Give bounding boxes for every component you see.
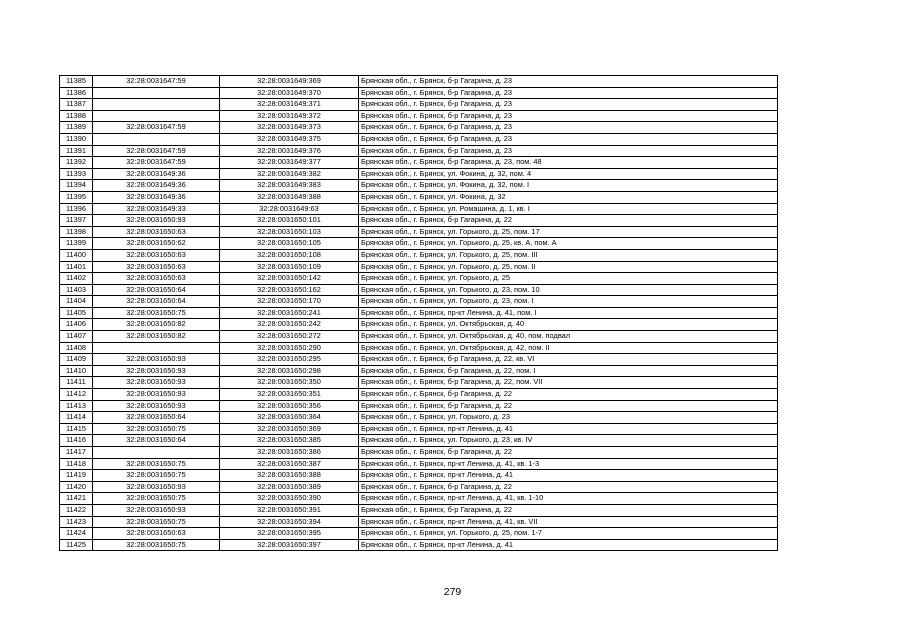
address-cell: Брянская обл., г. Брянск, б-р Гагарина, д. 22 [359,215,778,227]
cadastral-number-cell: 32:28:0031650:109 [220,261,359,273]
source-parcel-cell: 32:28:0031650:64 [93,284,220,296]
row-number-cell: 11385 [60,76,93,88]
table-row [60,331,778,343]
cadastral-number-cell: 32:28:0031650:390 [220,493,359,505]
cadastral-number-cell: 32:28:0031650:108 [220,249,359,261]
table-row [60,284,778,296]
address-cell: Брянская обл., г. Брянск, б-р Гагарина, д. 23 [359,87,778,99]
row-number-cell: 11399 [60,238,93,250]
address-cell: Брянская обл., г. Брянск, пр-кт Ленина, д. 41, кв. 1-3 [359,458,778,470]
cadastral-table [59,75,778,551]
table-row [60,215,778,227]
address-cell: Брянская обл., г. Брянск, пр-кт Ленина, д. 41 [359,470,778,482]
address-cell: Брянская обл., г. Брянск, ул. Октябрьская, д. 40 [359,319,778,331]
table-row [60,191,778,203]
source-parcel-cell: 32:28:0031650:75 [93,307,220,319]
source-parcel-cell: 32:28:0031650:75 [93,470,220,482]
row-number-cell: 11419 [60,470,93,482]
source-parcel-cell: 32:28:0031650:63 [93,249,220,261]
row-number-cell: 11400 [60,249,93,261]
row-number-cell: 11422 [60,504,93,516]
table-row [60,516,778,528]
table-row [60,273,778,285]
source-parcel-cell: 32:28:0031650:93 [93,400,220,412]
row-number-cell: 11394 [60,180,93,192]
row-number-cell: 11403 [60,284,93,296]
source-parcel-cell [93,447,220,459]
address-cell: Брянская обл., г. Брянск, пр-кт Ленина, д. 41 [359,539,778,551]
cadastral-number-cell: 32:28:0031650:389 [220,481,359,493]
table-row [60,249,778,261]
source-parcel-cell: 32:28:0031650:93 [93,389,220,401]
cadastral-number-cell: 32:28:0031650:391 [220,504,359,516]
address-cell: Брянская обл., г. Брянск, б-р Гагарина, д. 22 [359,504,778,516]
table-row [60,87,778,99]
cadastral-number-cell: 32:28:0031650:386 [220,447,359,459]
source-parcel-cell: 32:28:0031650:93 [93,215,220,227]
table-row [60,435,778,447]
source-parcel-cell: 32:28:0031650:64 [93,296,220,308]
source-parcel-cell: 32:28:0031650:75 [93,458,220,470]
table-row [60,365,778,377]
row-number-cell: 11395 [60,191,93,203]
address-cell: Брянская обл., г. Брянск, пр-кт Ленина, д. 41, кв. 1-10 [359,493,778,505]
source-parcel-cell [93,133,220,145]
address-cell: Брянская обл., г. Брянск, ул. Горького, д. 25, кв. А, пом. А [359,238,778,250]
table-row [60,389,778,401]
source-parcel-cell: 32:28:0031647:59 [93,122,220,134]
table-row [60,145,778,157]
table-row [60,226,778,238]
source-parcel-cell: 32:28:0031650:75 [93,539,220,551]
row-number-cell: 11406 [60,319,93,331]
cadastral-number-cell: 32:28:0031650:350 [220,377,359,389]
cadastral-number-cell: 32:28:0031650:290 [220,342,359,354]
table-row [60,296,778,308]
source-parcel-cell: 32:28:0031649:36 [93,180,220,192]
row-number-cell: 11390 [60,133,93,145]
row-number-cell: 11388 [60,110,93,122]
address-cell: Брянская обл., г. Брянск, ул. Фокина, д. 32, пом. 4 [359,168,778,180]
table-row [60,412,778,424]
cadastral-number-cell: 32:28:0031649:375 [220,133,359,145]
table-row [60,319,778,331]
source-parcel-cell [93,99,220,111]
source-parcel-cell: 32:28:0031650:75 [93,493,220,505]
table-row [60,504,778,516]
row-number-cell: 11408 [60,342,93,354]
cadastral-number-cell: 32:28:0031650:101 [220,215,359,227]
address-cell: Брянская обл., г. Брянск, ул. Горького, д. 23, пом. 10 [359,284,778,296]
row-number-cell: 11416 [60,435,93,447]
source-parcel-cell: 32:28:0031650:64 [93,412,220,424]
source-parcel-cell: 32:28:0031650:63 [93,528,220,540]
table-row [60,168,778,180]
row-number-cell: 11412 [60,389,93,401]
address-cell: Брянская обл., г. Брянск, б-р Гагарина, д. 22 [359,389,778,401]
table-row [60,99,778,111]
table-row [60,377,778,389]
address-cell: Брянская обл., г. Брянск, б-р Гагарина, д. 23 [359,99,778,111]
address-cell: Брянская обл., г. Брянск, ул. Горького, д. 23, кв. IV [359,435,778,447]
source-parcel-cell: 32:28:0031650:93 [93,377,220,389]
table-row [60,493,778,505]
cadastral-number-cell: 32:28:0031650:387 [220,458,359,470]
cadastral-number-cell: 32:28:0031650:356 [220,400,359,412]
source-parcel-cell: 32:28:0031650:75 [93,423,220,435]
address-cell: Брянская обл., г. Брянск, ул. Октябрьская, д. 42, пом. II [359,342,778,354]
cadastral-number-cell: 32:28:0031650:397 [220,539,359,551]
cadastral-number-cell: 32:28:0031650:241 [220,307,359,319]
cadastral-number-cell: 32:28:0031650:394 [220,516,359,528]
cadastral-number-cell: 32:28:0031650:298 [220,365,359,377]
address-cell: Брянская обл., г. Брянск, б-р Гагарина, д. 22 [359,447,778,459]
row-number-cell: 11423 [60,516,93,528]
row-number-cell: 11401 [60,261,93,273]
cadastral-number-cell: 32:28:0031650:395 [220,528,359,540]
source-parcel-cell: 32:28:0031649:33 [93,203,220,215]
address-cell: Брянская обл., г. Брянск, ул. Горького, д. 25, пом. III [359,249,778,261]
row-number-cell: 11414 [60,412,93,424]
address-cell: Брянская обл., г. Брянск, пр-кт Ленина, д. 41, пом. I [359,307,778,319]
row-number-cell: 11387 [60,99,93,111]
source-parcel-cell: 32:28:0031650:63 [93,273,220,285]
source-parcel-cell: 32:28:0031650:93 [93,481,220,493]
source-parcel-cell: 32:28:0031650:63 [93,261,220,273]
address-cell: Брянская обл., г. Брянск, б-р Гагарина, д. 23 [359,122,778,134]
row-number-cell: 11393 [60,168,93,180]
cadastral-number-cell: 32:28:0031650:364 [220,412,359,424]
cadastral-number-cell: 32:28:0031650:369 [220,423,359,435]
address-cell: Брянская обл., г. Брянск, ул. Горького, д. 23, пом. I [359,296,778,308]
table-row [60,157,778,169]
row-number-cell: 11421 [60,493,93,505]
table-row [60,447,778,459]
row-number-cell: 11424 [60,528,93,540]
address-cell: Брянская обл., г. Брянск, ул. Октябрьская, д. 40, пом. подвал [359,331,778,343]
table-row [60,342,778,354]
source-parcel-cell: 32:28:0031650:62 [93,238,220,250]
address-cell: Брянская обл., г. Брянск, пр-кт Ленина, д. 41 [359,423,778,435]
address-cell: Брянская обл., г. Брянск, ул. Горького, д. 25, пом. 1-7 [359,528,778,540]
address-cell: Брянская обл., г. Брянск, б-р Гагарина, д. 23, пом. 48 [359,157,778,169]
address-cell: Брянская обл., г. Брянск, ул. Фокина, д. 32, пом. I [359,180,778,192]
cadastral-number-cell: 32:28:0031649:63 [220,203,359,215]
table-row [60,76,778,88]
row-number-cell: 11417 [60,447,93,459]
table-row [60,539,778,551]
row-number-cell: 11415 [60,423,93,435]
source-parcel-cell [93,87,220,99]
address-cell: Брянская обл., г. Брянск, б-р Гагарина, д. 22, пом. I [359,365,778,377]
address-cell: Брянская обл., г. Брянск, б-р Гагарина, д. 22, пом. VII [359,377,778,389]
cadastral-number-cell: 32:28:0031649:388 [220,191,359,203]
source-parcel-cell: 32:28:0031647:59 [93,76,220,88]
table-row [60,261,778,273]
cadastral-number-cell: 32:28:0031650:242 [220,319,359,331]
address-cell: Брянская обл., г. Брянск, ул. Фокина, д. 32 [359,191,778,203]
source-parcel-cell: 32:28:0031650:93 [93,504,220,516]
row-number-cell: 11391 [60,145,93,157]
address-cell: Брянская обл., г. Брянск, б-р Гагарина, д. 23 [359,145,778,157]
source-parcel-cell: 32:28:0031650:64 [93,435,220,447]
row-number-cell: 11407 [60,331,93,343]
row-number-cell: 11425 [60,539,93,551]
cadastral-number-cell: 32:28:0031650:385 [220,435,359,447]
cadastral-number-cell: 32:28:0031649:371 [220,99,359,111]
address-cell: Брянская обл., г. Брянск, б-р Гагарина, д. 23 [359,110,778,122]
row-number-cell: 11411 [60,377,93,389]
cadastral-number-cell: 32:28:0031649:370 [220,87,359,99]
table-row [60,458,778,470]
table-row [60,354,778,366]
source-parcel-cell: 32:28:0031649:36 [93,168,220,180]
address-cell: Брянская обл., г. Брянск, ул. Горького, д. 25 [359,273,778,285]
cadastral-number-cell: 32:28:0031650:272 [220,331,359,343]
row-number-cell: 11405 [60,307,93,319]
cadastral-number-cell: 32:28:0031650:103 [220,226,359,238]
row-number-cell: 11389 [60,122,93,134]
row-number-cell: 11392 [60,157,93,169]
cadastral-number-cell: 32:28:0031649:382 [220,168,359,180]
table-row [60,180,778,192]
address-cell: Брянская обл., г. Брянск, ул. Горького, д. 25, пом. II [359,261,778,273]
row-number-cell: 11396 [60,203,93,215]
cadastral-number-cell: 32:28:0031650:295 [220,354,359,366]
cadastral-number-cell: 32:28:0031649:369 [220,76,359,88]
row-number-cell: 11409 [60,354,93,366]
table-row [60,203,778,215]
table-row [60,238,778,250]
source-parcel-cell: 32:28:0031650:63 [93,226,220,238]
cadastral-number-cell: 32:28:0031650:142 [220,273,359,285]
cadastral-number-cell: 32:28:0031650:351 [220,389,359,401]
row-number-cell: 11418 [60,458,93,470]
table-row [60,423,778,435]
source-parcel-cell [93,342,220,354]
table-row [60,307,778,319]
source-parcel-cell: 32:28:0031650:93 [93,354,220,366]
row-number-cell: 11398 [60,226,93,238]
address-cell: Брянская обл., г. Брянск, пр-кт Ленина, д. 41, кв. VII [359,516,778,528]
row-number-cell: 11386 [60,87,93,99]
cadastral-number-cell: 32:28:0031650:162 [220,284,359,296]
table-row [60,481,778,493]
source-parcel-cell: 32:28:0031650:75 [93,516,220,528]
source-parcel-cell [93,110,220,122]
row-number-cell: 11410 [60,365,93,377]
page-number: 279 [443,586,462,598]
cadastral-number-cell: 32:28:0031649:383 [220,180,359,192]
row-number-cell: 11397 [60,215,93,227]
cadastral-number-cell: 32:28:0031649:372 [220,110,359,122]
table-row [60,133,778,145]
address-cell: Брянская обл., г. Брянск, б-р Гагарина, д. 22 [359,400,778,412]
cadastral-number-cell: 32:28:0031650:388 [220,470,359,482]
address-cell: Брянская обл., г. Брянск, б-р Гагарина, д. 23 [359,133,778,145]
source-parcel-cell: 32:28:0031650:93 [93,365,220,377]
source-parcel-cell: 32:28:0031650:82 [93,331,220,343]
address-cell: Брянская обл., г. Брянск, б-р Гагарина, д. 22, кв. VI [359,354,778,366]
cadastral-number-cell: 32:28:0031650:170 [220,296,359,308]
table-row [60,400,778,412]
address-cell: Брянская обл., г. Брянск, ул. Горького, д. 23 [359,412,778,424]
cadastral-number-cell: 32:28:0031649:377 [220,157,359,169]
address-cell: Брянская обл., г. Брянск, б-р Гагарина, д. 23 [359,76,778,88]
address-cell: Брянская обл., г. Брянск, б-р Гагарина, д. 22 [359,481,778,493]
row-number-cell: 11413 [60,400,93,412]
source-parcel-cell: 32:28:0031649:36 [93,191,220,203]
row-number-cell: 11402 [60,273,93,285]
row-number-cell: 11404 [60,296,93,308]
source-parcel-cell: 32:28:0031650:82 [93,319,220,331]
source-parcel-cell: 32:28:0031647:59 [93,157,220,169]
cadastral-number-cell: 32:28:0031649:373 [220,122,359,134]
table-row [60,110,778,122]
cadastral-number-cell: 32:28:0031649:376 [220,145,359,157]
address-cell: Брянская обл., г. Брянск, ул. Ромашина, д. 1, кв. I [359,203,778,215]
address-cell: Брянская обл., г. Брянск, ул. Горького, д. 25, пом. 17 [359,226,778,238]
row-number-cell: 11420 [60,481,93,493]
table-row [60,122,778,134]
table-body [60,76,778,551]
table-row [60,470,778,482]
cadastral-number-cell: 32:28:0031650:105 [220,238,359,250]
source-parcel-cell: 32:28:0031647:59 [93,145,220,157]
table-row [60,528,778,540]
